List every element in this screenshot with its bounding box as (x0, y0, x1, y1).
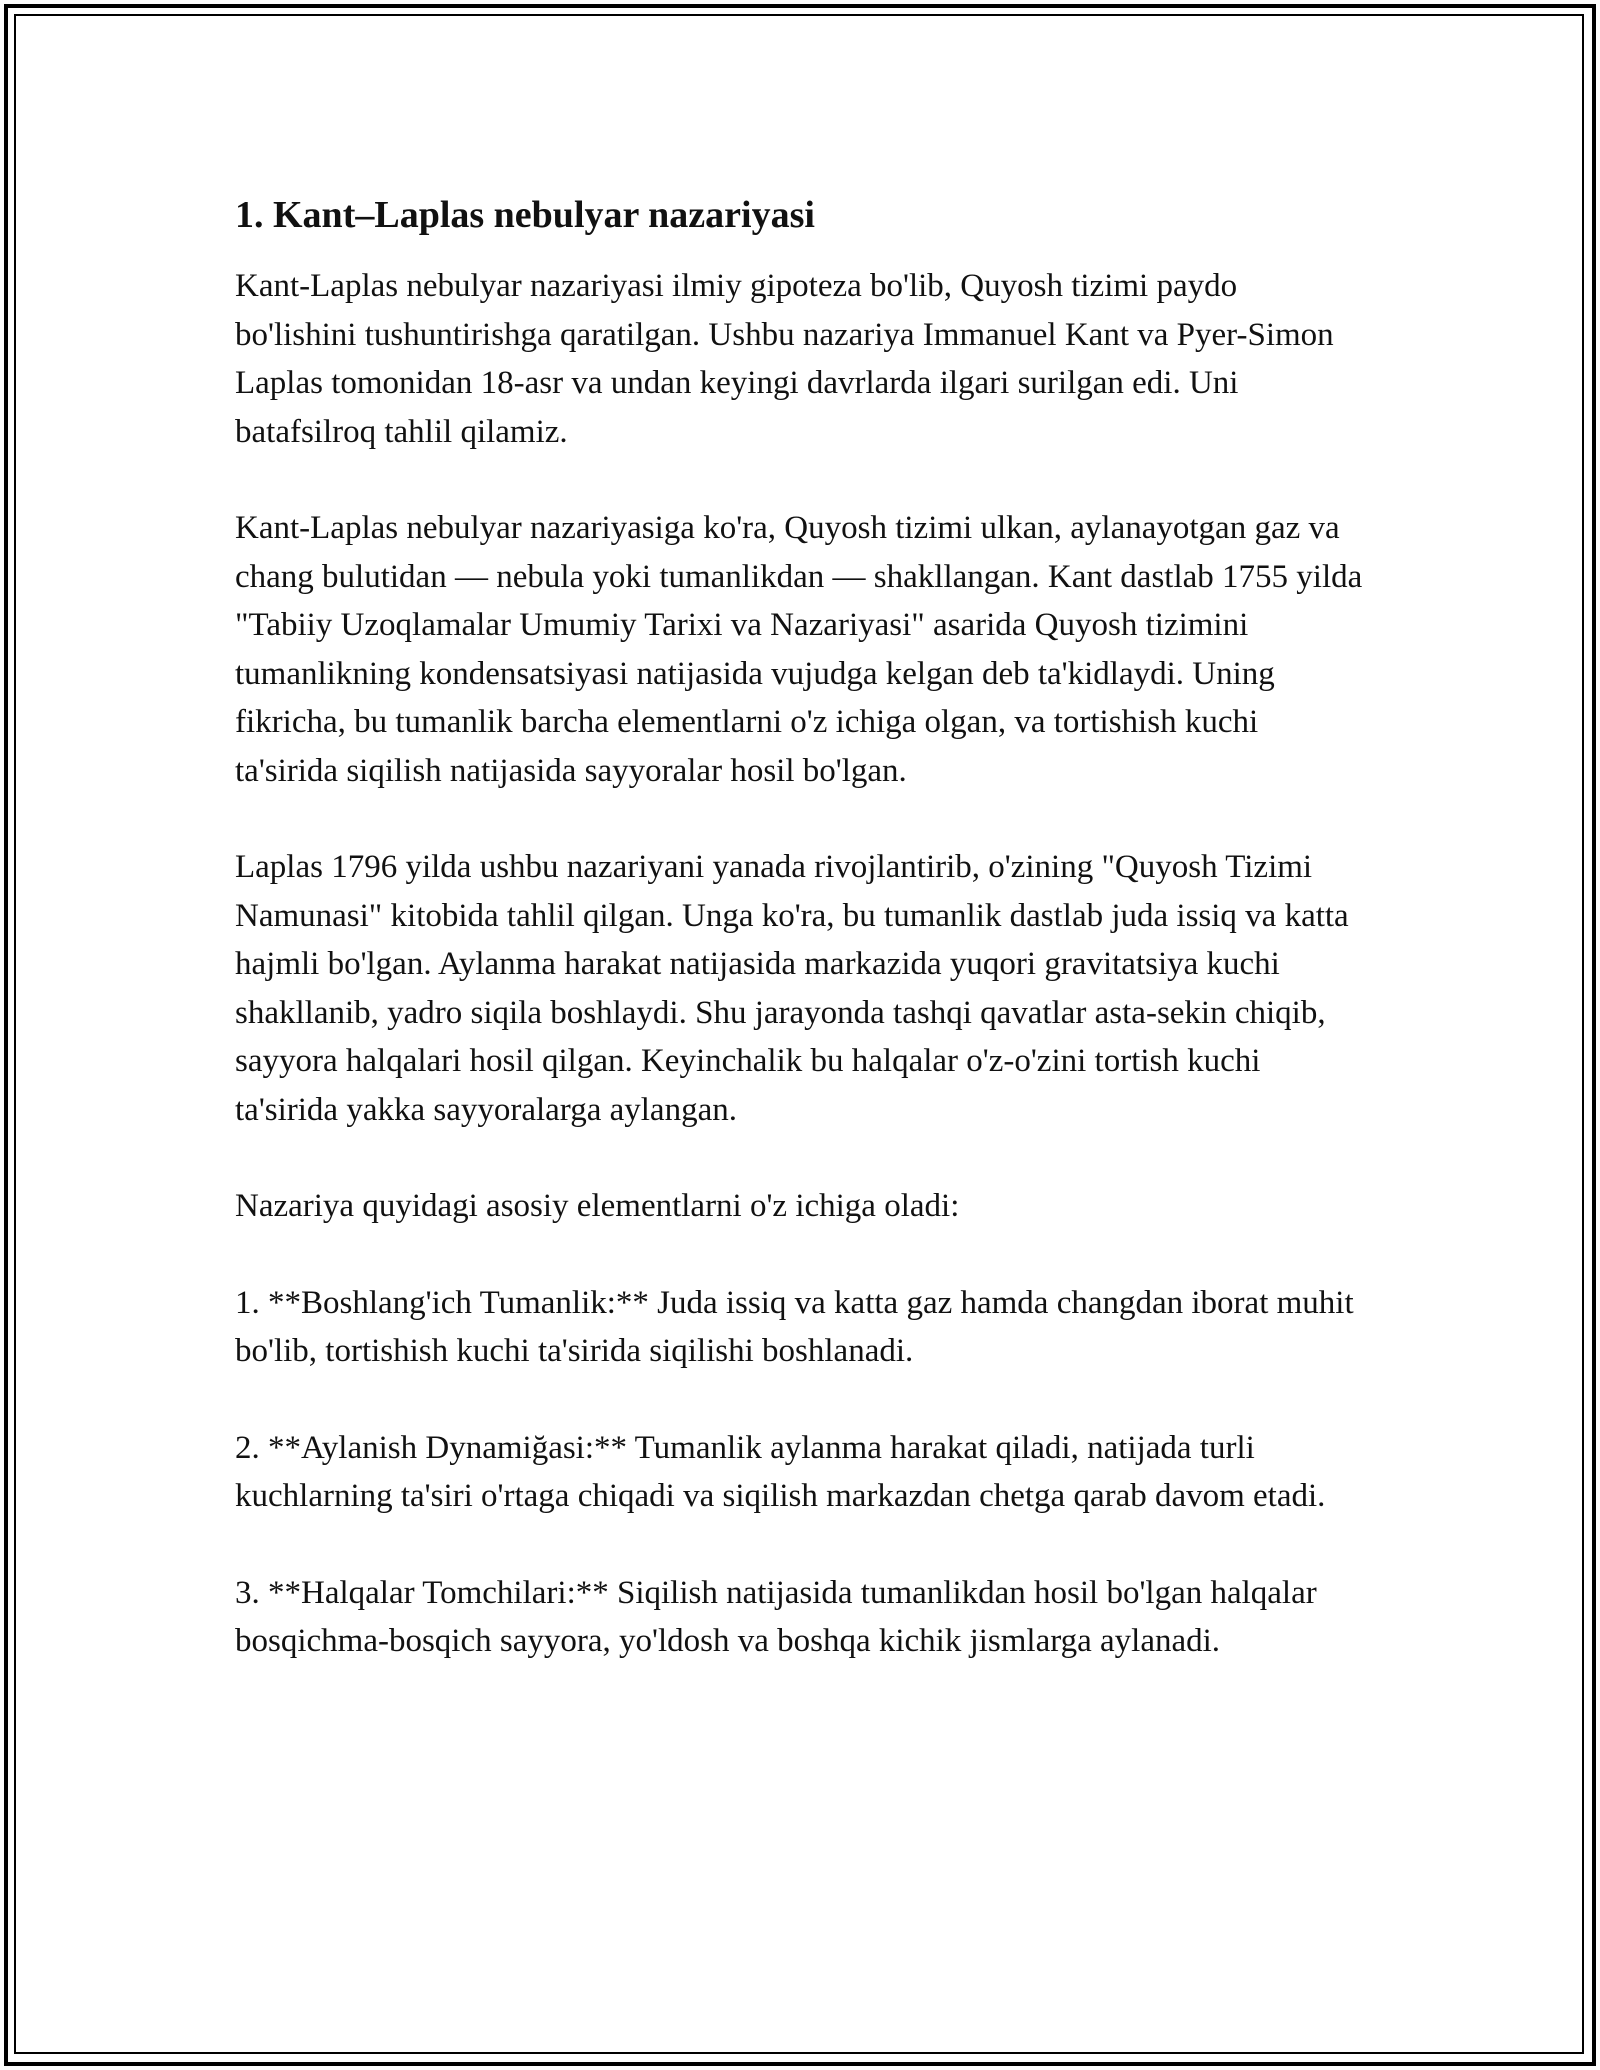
document-body (235, 190, 1365, 1666)
list-item-3: 3. **Halqalar Tomchilari:** Siqilish natijasida tumanlikdan hosil bo'lgan halqalar bosqichma-bosqich sayyora, yo'ldosh va boshqa kichik jismlarga aylanadi. (235, 1574, 1317, 1659)
list-item-1: 1. **Boshlang'ich Tumanlik:** Juda issiq va katta gaz hamda changdan iborat muhit bo'lib, tortishish kuchi ta'sirida siqilishi boshlanadi. (235, 1284, 1354, 1369)
paragraph-intro: Kant-Laplas nebulyar nazariyasi ilmiy gipoteza bo'lib, Quyosh tizimi paydo bo'lishini tushuntirishga qaratilgan. Ushbu nazariya Immanuel Kant va Pyer-Simon Laplas tomonidan 18-asr va undan keyingi davrlarda ilgari surilgan edi. Uni batafsilroq tahlil qilamiz. (235, 268, 1334, 450)
paragraph-elements-intro: Nazariya quyidagi asosiy elementlarni o'z ichiga oladi: (235, 1188, 960, 1224)
section-heading: 1. Kant–Laplas nebulyar nazariyasi (235, 194, 815, 236)
list-item-2: 2. **Aylanish Dynamiğasi:** Tumanlik aylanma harakat qiladi, natijada turli kuchlarning ta'siri o'rtaga chiqadi va siqilish markazdan chetga qarab davom etadi. (235, 1429, 1326, 1514)
paragraph-laplas: Laplas 1796 yilda ushbu nazariyani yanada rivojlantirib, o'zining "Quyosh Tizimi Namunasi" kitobida tahlil qilgan. Unga ko'ra, bu tumanlik dastlab juda issiq va katta hajmli bo'lgan. Aylanma harakat natijasida markazida yuqori gravitatsiya kuchi shakllanib, yadro siqila boshlaydi. Shu jarayonda tashqi qavatlar asta-sekin chiqib, sayyora halqalari hosil qilgan. Keyinchalik bu halqalar o'z-o'zini tortish kuchi ta'sirida yakka sayyoralarga aylangan. (235, 849, 1349, 1128)
paragraph-kant: Kant-Laplas nebulyar nazariyasiga ko'ra, Quyosh tizimi ulkan, aylanayotgan gaz va chang bulutidan — nebula yoki tumanlikdan — shakllangan. Kant dastlab 1755 yilda "Tabiiy Uzoqlamalar Umumiy Tarixi va Nazariyasi" asarida Quyosh tizimini tumanlikning kondensatsiyasi natijasida vujudga kelgan deb ta'kidlaydi. Uning fikricha, bu tumanlik barcha elementlarni o'z ichiga olgan, va tortishish kuchi ta'sirida siqilish natijasida sayyoralar hosil bo'lgan. (235, 510, 1363, 789)
